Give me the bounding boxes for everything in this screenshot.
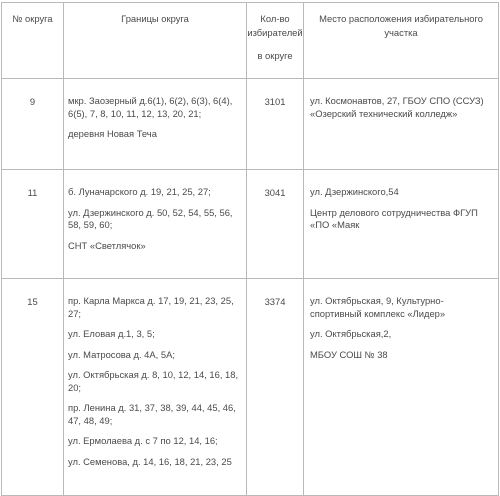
header-district-number: № округа — [2, 3, 64, 79]
district-number: 11 — [2, 170, 64, 279]
district-bounds: пр. Карла Маркса д. 17, 19, 21, 23, 25, 27; ул. Еловая д.1, 3, 5; ул. Матросова д. 4А, 5А; ул. Октябрьская д. 8, 10, 12, 14, 16, 18, 20; пр. Ленина д. 31, 37, 38, 39, 44, 45, 46, 47, 48, 49; ул. Ермолаева д. с 7 по 12, 14, 16; ул. Семенова, д. 14, 16, 18, 21, 23, 25 — [64, 279, 247, 496]
voter-count: 3374 — [247, 279, 304, 496]
voter-count: 3101 — [247, 79, 304, 170]
district-number: 9 — [2, 79, 64, 170]
table-row — [2, 79, 499, 170]
districts-table — [1, 2, 499, 496]
voter-count: 3041 — [247, 170, 304, 279]
table-row — [2, 279, 499, 496]
district-bounds: мкр. Заозерный д.6(1), 6(2), 6(3), 6(4), 6(5), 7, 8, 10, 11, 12, 13, 20, 21; деревня Новая Теча — [64, 79, 247, 170]
header-district-bounds: Границы округа — [64, 3, 247, 79]
header-row — [2, 3, 499, 79]
table-row — [2, 170, 499, 279]
polling-location: ул. Дзержинского,54 Центр делового сотрудничества ФГУП «ПО «Маяк — [304, 170, 499, 279]
polling-location: ул. Космонавтов, 27, ГБОУ СПО (ССУЗ) «Озерский технический колледж» — [304, 79, 499, 170]
polling-location: ул. Октябрьская, 9, Культурно-спортивный комплекс «Лидер» ул. Октябрьская,2, МБОУ СОШ № 38 — [304, 279, 499, 496]
header-polling-location: Место расположения избирательного участка — [304, 3, 499, 79]
district-number: 15 — [2, 279, 64, 496]
district-bounds: б. Луначарского д. 19, 21, 25, 27; ул. Дзержинского д. 50, 52, 54, 55, 56, 58, 59, 60; СНТ «Светлячок» — [64, 170, 247, 279]
header-voter-count: Кол-во избирателей в округе — [247, 3, 304, 79]
